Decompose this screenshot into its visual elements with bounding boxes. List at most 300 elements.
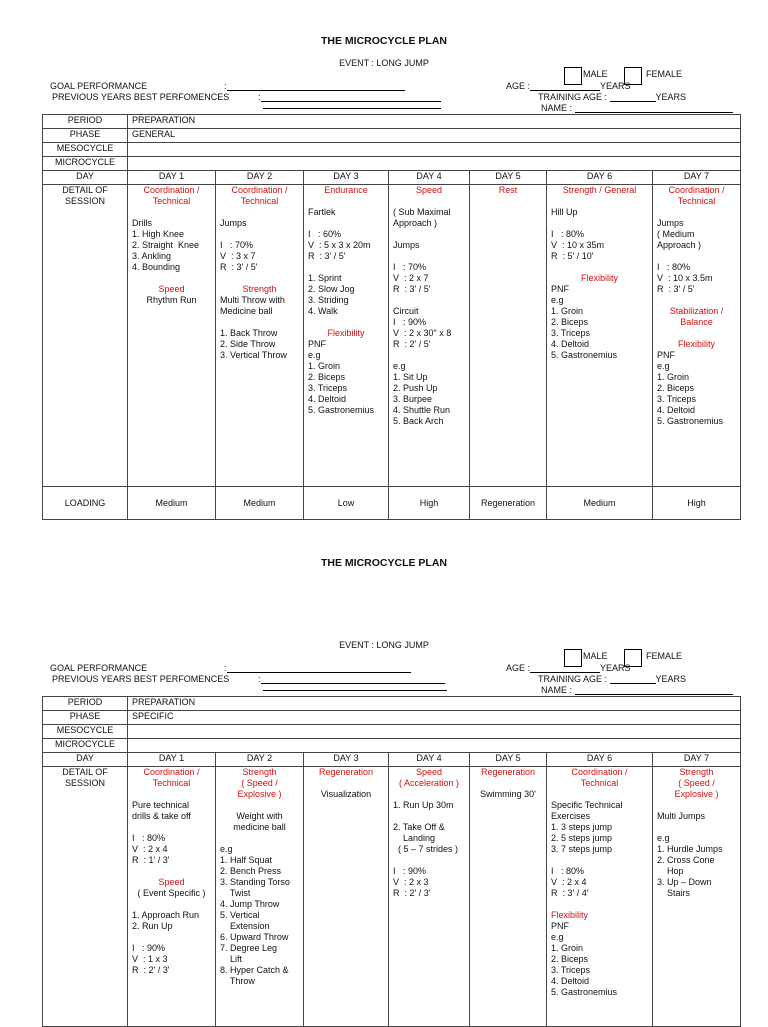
session-line: 1. 3 steps jump [551,822,613,832]
day-header: DAY 4 [389,753,470,767]
phase-label: PHASE [43,129,128,143]
session-line: Extension [220,921,270,931]
loading-label: LOADING [43,487,128,520]
session-heading: ( Speed / [678,778,715,788]
session-line: 3. Burpee [393,394,433,404]
session-line: V : 1 x 3 [132,954,168,964]
day-header: DAY 6 [547,171,653,185]
session-line: 2. Cross Cone [657,855,715,865]
previous-best-field-line-2[interactable] [263,108,441,109]
session-detail [653,767,741,1027]
session-line: Lift [220,954,243,964]
session-line: Exercises [551,811,591,821]
session-detail [128,767,216,1027]
day-header: DAY 2 [216,753,304,767]
session-line: 4. Jump Throw [220,899,280,909]
training-age-suffix: YEARS [655,92,687,102]
session-line: Visualization [320,789,372,799]
session-line: 3. Standing Torso [220,877,290,887]
phase-row [43,711,741,725]
session-line: medicine ball [233,822,286,832]
session-line [393,229,465,240]
loading-value: High [389,487,470,520]
name-field[interactable] [575,694,733,695]
session-line: Hop [657,866,684,876]
period-row [43,115,741,129]
session-line: 1. Groin [657,372,690,382]
session-line: Specific Technical [551,800,623,810]
session-line [308,218,384,229]
session-line: 3. Triceps [551,965,591,975]
session-line: e.g [657,361,670,371]
session-line: 5. Gastronemius [551,350,618,360]
session-line: V : 10 x 3.5m [657,273,713,283]
session-line: 2. Side Throw [220,339,276,349]
session-detail [304,767,389,1027]
female-label: FEMALE [646,69,683,79]
event-label: EVENT : LONG JUMP [339,58,429,68]
day-header: DAY 1 [128,171,216,185]
session-line: Jumps [393,240,420,250]
session-heading: Flexibility [580,273,618,283]
session-line: V : 2 x 3 [393,877,429,887]
session-line: 2. Biceps [657,383,695,393]
name-label: NAME : [541,685,573,695]
session-line: 1. High Knee [132,229,185,239]
session-line: R : 3' / 4' [551,888,589,898]
session-line: ( 5 – 7 strides ) [393,844,459,854]
session-line: V : 10 x 35m [551,240,605,250]
day-header: DAY 1 [128,753,216,767]
loading-value: Medium [216,487,304,520]
session-line: PNF [551,921,569,931]
session-line: 1. Half Squat [220,855,273,865]
session-detail [389,185,470,487]
session-line: Medicine ball [220,306,273,316]
age-label: AGE : [506,663,531,673]
session-line: R : 1' / 3' [132,855,170,865]
session-line: R : 3' / 5' [393,284,431,294]
period-value: PREPARATION [128,697,741,711]
session-line: Landing [393,833,436,843]
session-heading: Stabilization / [669,306,724,316]
session-line [393,811,465,822]
session-line: V : 2 x 4 [132,844,168,854]
day-header: DAY 7 [653,753,741,767]
session-line: 2. Biceps [308,372,346,382]
session-detail [547,185,653,487]
detail-row [43,767,741,1027]
session-line: Approach ) [657,240,702,250]
session-line [551,262,648,273]
day-header-row [43,171,741,185]
session-line: 4. Deltoid [551,976,590,986]
name-field[interactable] [575,112,733,113]
session-line: Swimming 30' [480,789,536,799]
day-label: DAY [43,753,128,767]
session-heading: Speed [158,877,185,887]
session-line: e.g [393,361,406,371]
session-detail [128,185,216,487]
session-line: 5. Back Arch [393,416,444,426]
session-heading: Regeneration [480,767,536,777]
phase-value: SPECIFIC [128,711,741,725]
session-line [132,866,211,877]
male-label: MALE [583,69,608,79]
session-line: I : 80% [132,833,166,843]
session-line [551,789,648,800]
session-line: 5. Gastronemius [308,405,375,415]
loading-value: Regeneration [470,487,547,520]
session-line: Jumps [657,218,684,228]
session-line: e.g [657,833,670,843]
session-line: Hill Up [551,207,578,217]
session-line: Pure technical [132,800,190,810]
session-heading: Speed [415,185,443,195]
session-heading: Explosive ) [674,789,719,799]
session-line: I : 90% [393,317,427,327]
session-line [551,899,648,910]
day-header: DAY 3 [304,753,389,767]
phase-row [43,129,741,143]
session-line: 2. Slow Jog [308,284,355,294]
session-line [657,251,736,262]
session-heading: Coordination / [571,767,628,777]
session-line: 4. Shuttle Run [393,405,451,415]
session-line: PNF [657,350,675,360]
session-line: 2. Straight Knee [132,240,200,250]
session-line [132,932,211,943]
session-line: Jumps [220,218,247,228]
training-age-suffix: YEARS [655,674,687,684]
session-line: drills & take off [132,811,191,821]
session-line [132,207,211,218]
session-line [393,295,465,306]
session-line: e.g [551,295,564,305]
session-heading: Explosive ) [237,789,282,799]
session-line: Drills [132,218,152,228]
session-heading: Speed [158,284,185,294]
detail-row [43,185,741,487]
session-line [308,262,384,273]
session-line [393,251,465,262]
session-line [393,350,465,361]
session-line [657,800,736,811]
session-line: 3. Triceps [657,394,697,404]
session-line: e.g [220,844,233,854]
period-value: PREPARATION [128,115,741,129]
detail-label: DETAIL OF SESSION [43,767,128,1027]
microcycle-row [43,739,741,753]
phase-value: GENERAL [128,129,741,143]
session-line [657,822,736,833]
session-line [220,273,299,284]
session-line: 1. Sit Up [393,372,428,382]
day-header: DAY 5 [470,171,547,185]
microcycle-label: MICROCYCLE [43,739,128,753]
session-line [551,218,648,229]
goal-performance-label: GOAL PERFORMANCE [50,663,148,673]
goal-performance-field[interactable] [227,90,405,91]
session-detail [389,767,470,1027]
session-line [132,899,211,910]
previous-best-field-line-2[interactable] [263,690,447,691]
loading-row [43,487,741,520]
session-line: R : 3' / 5' [220,262,258,272]
phase-label: PHASE [43,711,128,725]
session-line [308,196,384,207]
session-heading: Coordination / [143,767,200,777]
session-line [220,229,299,240]
session-line: PNF [551,284,569,294]
session-heading: Regeneration [318,767,374,777]
session-line: 3. Triceps [308,383,348,393]
session-line: 3. Triceps [551,328,591,338]
session-heading: Flexibility [327,328,365,338]
session-line [657,207,736,218]
session-line: 4. Walk [308,306,338,316]
session-line [551,855,648,866]
session-line: 3. Ankling [132,251,172,261]
session-line: 1. Groin [551,943,584,953]
session-line: 3. Striding [308,295,349,305]
session-line [220,317,299,328]
session-heading: Strength [242,284,277,294]
session-heading: Technical [240,196,279,206]
previous-best-field[interactable] [261,101,441,102]
event-label: EVENT : LONG JUMP [339,640,429,650]
session-line: I : 80% [657,262,691,272]
loading-value: Medium [547,487,653,520]
session-line [657,295,736,306]
session-heading: Technical [152,778,191,788]
session-line: I : 70% [220,240,254,250]
session-line: 3. Up – Down [657,877,712,887]
session-detail [216,185,304,487]
session-detail [216,767,304,1027]
session-line: 3. Vertical Throw [220,350,287,360]
mesocycle-row [43,143,741,157]
session-line: R : 2' / 5' [393,339,431,349]
session-heading: Flexibility [551,910,589,920]
previous-colon: : [258,674,261,684]
session-line: 5. Vertical [220,910,260,920]
session-line [132,789,211,800]
training-age-field[interactable] [610,101,656,102]
session-heading: Flexibility [677,339,715,349]
session-line: V : 2 x 30" x 8 [393,328,452,338]
name-label: NAME : [541,103,573,113]
period-label: PERIOD [43,697,128,711]
session-line: Twist [220,888,251,898]
session-line [220,207,299,218]
session-line: Weight with [236,811,283,821]
session-heading: Strength [242,767,277,777]
session-line: R : 3' / 5' [657,284,695,294]
session-line: e.g [308,350,321,360]
session-line [308,317,384,328]
microcycle-value [128,157,741,171]
previous-best-label: PREVIOUS YEARS BEST PERFOMENCES [52,92,230,102]
session-detail [304,185,389,487]
session-heading: Coordination / [143,185,200,195]
session-line: 1. Run Up 30m [393,800,454,810]
session-line: Fartlek [308,207,336,217]
session-heading: Strength / General [562,185,637,195]
previous-best-label: PREVIOUS YEARS BEST PERFOMENCES [52,674,230,684]
training-age-label: TRAINING AGE : [538,674,608,684]
session-line: I : 80% [551,229,585,239]
session-line: R : 3' / 5' [308,251,346,261]
session-line: I : 70% [393,262,427,272]
period-label: PERIOD [43,115,128,129]
session-line: ( Sub Maximal [393,207,451,217]
session-line: 2. Take Off & [393,822,445,832]
microcycle-label: MICROCYCLE [43,157,128,171]
goal-performance-field[interactable] [227,672,411,673]
day-header: DAY 6 [547,753,653,767]
session-line: Rhythm Run [146,295,197,305]
session-line: 1. Groin [551,306,584,316]
microcycle-value [128,739,741,753]
session-line: 8. Hyper Catch & [220,965,289,975]
session-line: 2. Biceps [551,954,589,964]
age-suffix: YEARS [600,663,631,673]
mesocycle-value [128,725,741,739]
session-line: 1. Back Throw [220,328,278,338]
session-line: 1. Sprint [308,273,342,283]
session-line: 1. Groin [308,361,341,371]
session-line: R : 2' / 3' [393,888,431,898]
session-detail [653,185,741,487]
goal-performance-label: GOAL PERFORMANCE [50,81,148,91]
session-line [474,778,542,789]
session-heading: Coordination / [231,185,288,195]
microcycle-row [43,157,741,171]
session-line: 7. Degree Leg [220,943,278,953]
session-line: I : 80% [551,866,585,876]
session-heading: Technical [580,778,619,788]
session-heading: Strength [679,767,714,777]
day-label: DAY [43,171,128,185]
session-heading: Balance [680,317,713,327]
loading-value: Medium [128,487,216,520]
plan-title: THE MICROCYCLE PLAN [321,35,447,47]
mesocycle-row [43,725,741,739]
female-label: FEMALE [646,651,683,661]
session-line: ( Event Specific ) [137,888,206,898]
plan-table [42,114,741,520]
loading-value: Low [304,487,389,520]
session-line: 4. Deltoid [657,405,696,415]
session-line [220,800,299,811]
day-header: DAY 5 [470,753,547,767]
session-line: Circuit [393,306,419,316]
session-line [551,196,648,207]
plan-title: THE MICROCYCLE PLAN [321,557,447,569]
session-heading: Coordination / [668,185,725,195]
male-label: MALE [583,651,608,661]
day-header-row [43,753,741,767]
mesocycle-value [128,143,741,157]
session-line: Stairs [657,888,691,898]
period-row [43,697,741,711]
session-line: 4. Deltoid [308,394,347,404]
session-line [393,789,465,800]
session-line [132,273,211,284]
session-line: I : 90% [393,866,427,876]
session-line: 1. Hurdle Jumps [657,844,723,854]
session-line: I : 90% [132,943,166,953]
session-line: Throw [220,976,255,986]
session-line: 2. Push Up [393,383,438,393]
session-line: 5. Gastronemius [551,987,618,997]
session-line: 2. Bench Press [220,866,282,876]
mesocycle-label: MESOCYCLE [43,143,128,157]
mesocycle-label: MESOCYCLE [43,725,128,739]
day-header: DAY 2 [216,171,304,185]
session-heading: Endurance [324,185,368,195]
session-line: Approach ) [393,218,438,228]
session-line: 1. Approach Run [132,910,200,920]
previous-colon: : [258,92,261,102]
session-line: V : 3 x 7 [220,251,256,261]
session-line: Multi Jumps [657,811,706,821]
session-line: 5. Gastronemius [657,416,724,426]
session-line: PNF [308,339,326,349]
session-line: R : 2' / 3' [132,965,170,975]
session-detail [470,767,547,1027]
session-line [657,328,736,339]
previous-best-field[interactable] [261,683,445,684]
session-line: V : 5 x 3 x 20m [308,240,371,250]
session-detail [547,767,653,1027]
session-line: 4. Bounding [132,262,181,272]
session-line: V : 2 x 4 [551,877,587,887]
session-line [308,778,384,789]
session-line: 6. Upward Throw [220,932,289,942]
session-heading: Rest [498,185,518,195]
session-line: Multi Throw with [220,295,285,305]
goal-colon: : [224,81,227,91]
session-line [393,855,465,866]
session-line [220,833,299,844]
session-detail [470,185,547,487]
session-line: e.g [551,932,564,942]
training-age-label: TRAINING AGE : [538,92,608,102]
age-field[interactable] [530,90,600,91]
session-line: 3. 7 steps jump [551,844,613,854]
session-line [393,196,465,207]
session-line: 2. Biceps [551,317,589,327]
session-heading: Technical [152,196,191,206]
session-line: 4. Deltoid [551,339,590,349]
session-line: R : 5' / 10' [551,251,594,261]
plan-table [42,696,741,1027]
loading-value: High [653,487,741,520]
session-heading: ( Speed / [241,778,278,788]
goal-colon: : [224,663,227,673]
session-line: ( Medium [657,229,695,239]
training-age-field[interactable] [610,683,656,684]
session-line [132,822,211,833]
session-line: 2. 5 steps jump [551,833,613,843]
detail-label: DETAIL OF SESSION [43,185,128,487]
session-heading: Technical [677,196,716,206]
age-field[interactable] [530,672,600,673]
session-heading: ( Acceleration ) [398,778,460,788]
session-heading: Speed [415,767,443,777]
